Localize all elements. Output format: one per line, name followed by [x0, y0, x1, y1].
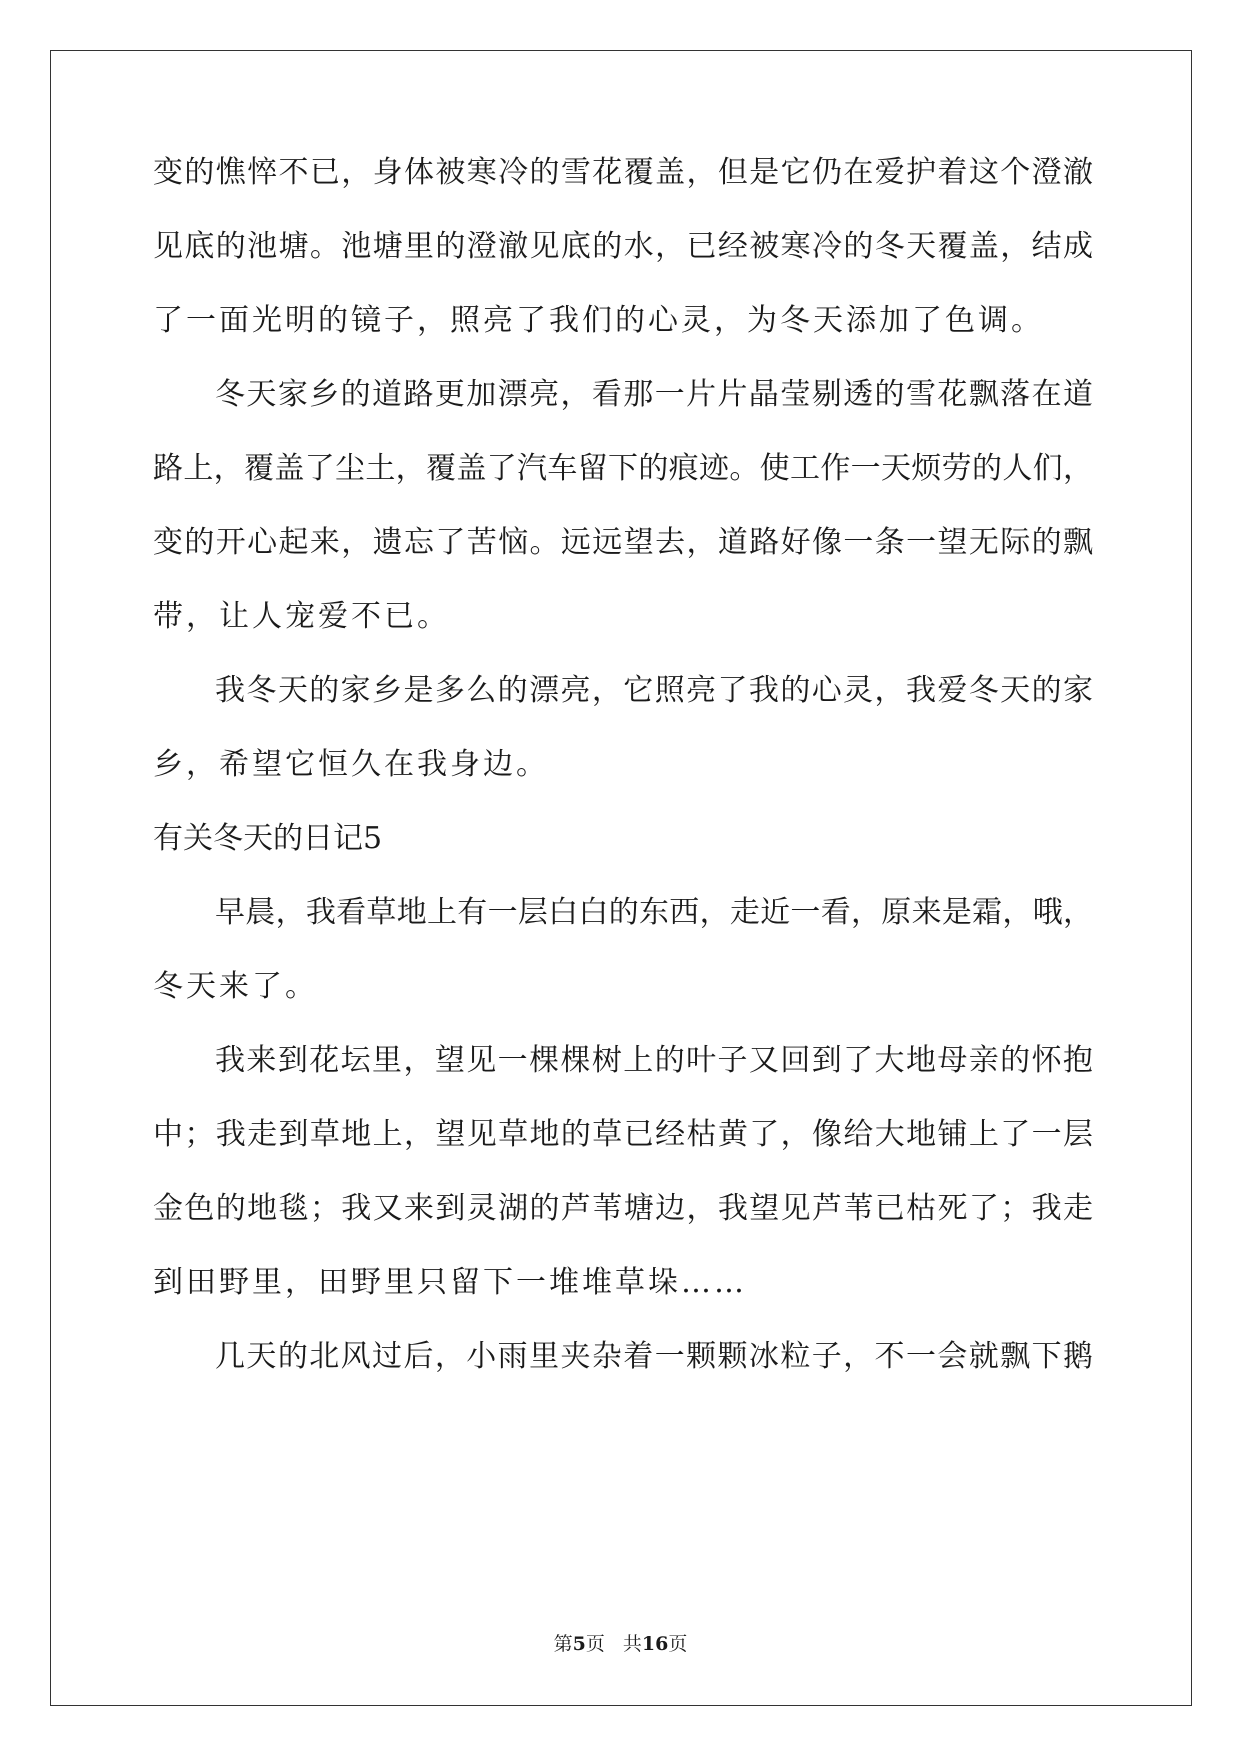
text-line: 路上，覆盖了尘土，覆盖了汽车留下的痕迹。使工作一天烦劳的人们， [153, 451, 1093, 486]
paragraph-start-line: 冬天家乡的道路更加漂亮，看那一片片晶莹剔透的雪花飘落在道 [215, 377, 1093, 412]
text-line: 见底的池塘。池塘里的澄澈见底的水，已经被寒冷的冬天覆盖，结成 [153, 229, 1093, 264]
total-page-count: 16 [641, 1633, 669, 1655]
text-line: 变的憔悴不已，身体被寒冷的雪花覆盖，但是它仍在爱护着这个澄澈 [153, 155, 1093, 190]
page-footer [0, 1633, 1241, 1655]
text-line: 了一面光明的镜子，照亮了我们的心灵，为冬天添加了色调。 [153, 303, 1044, 338]
paragraph-start-line: 我来到花坛里，望见一棵棵树上的叶子又回到了大地母亲的怀抱 [215, 1043, 1093, 1078]
document-body [153, 155, 1093, 1374]
text-line: 变的开心起来，遗忘了苦恼。远远望去，道路好像一条一望无际的飘 [153, 525, 1093, 560]
current-page-number: 5 [572, 1633, 586, 1655]
footer-page-suffix: 页 [585, 1633, 605, 1655]
text-line: 带，让人宠爱不已。 [153, 599, 450, 634]
text-line: 乡，希望它恒久在我身边。 [153, 747, 549, 782]
text-line: 中；我走到草地上，望见草地的草已经枯黄了，像给大地铺上了一层 [153, 1117, 1093, 1152]
paragraph-start-line: 我冬天的家乡是多么的漂亮，它照亮了我的心灵，我爱冬天的家 [215, 673, 1093, 708]
footer-prefix: 第 [553, 1633, 573, 1655]
text-line: 冬天来了。 [153, 969, 318, 1004]
footer-total-prefix: 共 [622, 1633, 642, 1655]
footer-total-suffix: 页 [668, 1633, 688, 1655]
text-line: 到田野里，田野里只留下一堆堆草垛…… [153, 1265, 747, 1300]
paragraph-start-line: 早晨，我看草地上有一层白白的东西，走近一看，原来是霜，哦， [215, 895, 1093, 930]
section-heading: 有关冬天的日记5 [153, 821, 383, 856]
text-line: 金色的地毯；我又来到灵湖的芦苇塘边，我望见芦苇已枯死了；我走 [153, 1191, 1093, 1226]
paragraph-start-line: 几天的北风过后，小雨里夹杂着一颗颗冰粒子，不一会就飘下鹅 [215, 1339, 1093, 1374]
